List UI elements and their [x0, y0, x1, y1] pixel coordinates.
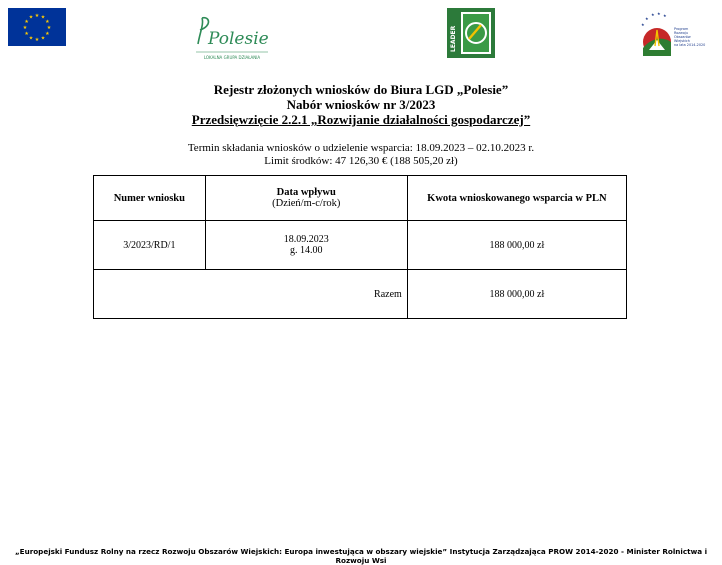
svg-text:na lata 2014-2020: na lata 2014-2020	[674, 43, 706, 47]
header-receipt-date	[205, 176, 407, 221]
svg-text:Wiejskich: Wiejskich	[674, 39, 690, 43]
table-row	[94, 221, 627, 270]
header-receipt-date-format: (Dzień/m-c/rok)	[272, 198, 341, 209]
svg-text:★: ★	[28, 35, 34, 42]
document-title	[0, 82, 722, 127]
svg-text:★: ★	[22, 25, 28, 31]
cell-date: 18.09.2023	[283, 234, 329, 245]
svg-text:★: ★	[46, 25, 52, 31]
title-line-3: Przedsięwzięcie 2.2.1 „Rozwijanie działalności gospodarczej”	[191, 112, 531, 127]
svg-text:★: ★	[651, 12, 655, 17]
svg-text:★: ★	[40, 35, 46, 42]
svg-text:Rozwoju: Rozwoju	[674, 31, 688, 35]
svg-text:★: ★	[663, 13, 667, 18]
document-subheader	[0, 142, 722, 168]
svg-text:Obszarów: Obszarów	[674, 35, 691, 39]
prow-logo-text	[674, 27, 705, 47]
submission-period: Termin składania wniosków o udzielenie wsparcia: 18.09.2023 – 02.10.2023 r.	[187, 142, 535, 154]
funds-limit: Limit środków: 47 126,30 € (188 505,20 zł)	[264, 155, 458, 167]
svg-text:★: ★	[24, 19, 29, 25]
cell-time: g. 14.00	[289, 245, 323, 256]
svg-text:★: ★	[45, 31, 50, 37]
svg-text:Program: Program	[674, 27, 689, 31]
table-total-row	[94, 270, 627, 319]
polesie-logo-subtitle: LOKALNA GRUPA DZIAŁANIA	[203, 55, 261, 60]
leader-logo-text: LEADER	[450, 25, 457, 52]
cell-receipt-date	[205, 221, 407, 270]
svg-text:★: ★	[34, 13, 40, 19]
total-label: Razem	[94, 270, 408, 319]
svg-text:★: ★	[641, 22, 645, 27]
svg-text:★: ★	[24, 31, 29, 37]
header-requested-amount: Kwota wnioskowanego wsparcia w PLN	[407, 176, 626, 221]
svg-text:★: ★	[45, 19, 50, 25]
polesie-lgd-logo	[190, 14, 272, 62]
footer-note: „Europejski Fundusz Rolny na rzecz Rozwoju Obszarów Wiejskich: Europa inwestująca w obszary wiejskie” Instytucja Zarządzająca PROW 2014-2020 - Minister Rolnictwa i Rozwoju Wsi	[14, 547, 708, 565]
svg-text:★: ★	[657, 11, 661, 16]
svg-text:★: ★	[34, 37, 40, 43]
title-line-2: Nabór wniosków nr 3/2023	[286, 97, 436, 112]
svg-text:★: ★	[40, 14, 46, 21]
leader-logo	[447, 8, 495, 58]
table-header-row	[94, 176, 627, 221]
polesie-logo-text: Polesie	[208, 29, 269, 49]
svg-text:★: ★	[645, 16, 649, 21]
cell-application-number: 3/2023/RD/1	[94, 221, 206, 270]
prow-logo	[637, 10, 706, 66]
applications-table	[93, 175, 627, 319]
svg-text:★: ★	[28, 14, 34, 21]
title-line-1: Rejestr złożonych wniosków do Biura LGD „Polesie”	[213, 82, 509, 97]
cell-amount: 188 000,00 zł	[407, 221, 626, 270]
header-application-number: Numer wniosku	[94, 176, 206, 221]
total-amount: 188 000,00 zł	[407, 270, 626, 319]
header-receipt-date-label: Data wpływu	[276, 187, 336, 198]
eu-flag-logo	[8, 8, 66, 46]
logo-bar	[0, 0, 722, 70]
